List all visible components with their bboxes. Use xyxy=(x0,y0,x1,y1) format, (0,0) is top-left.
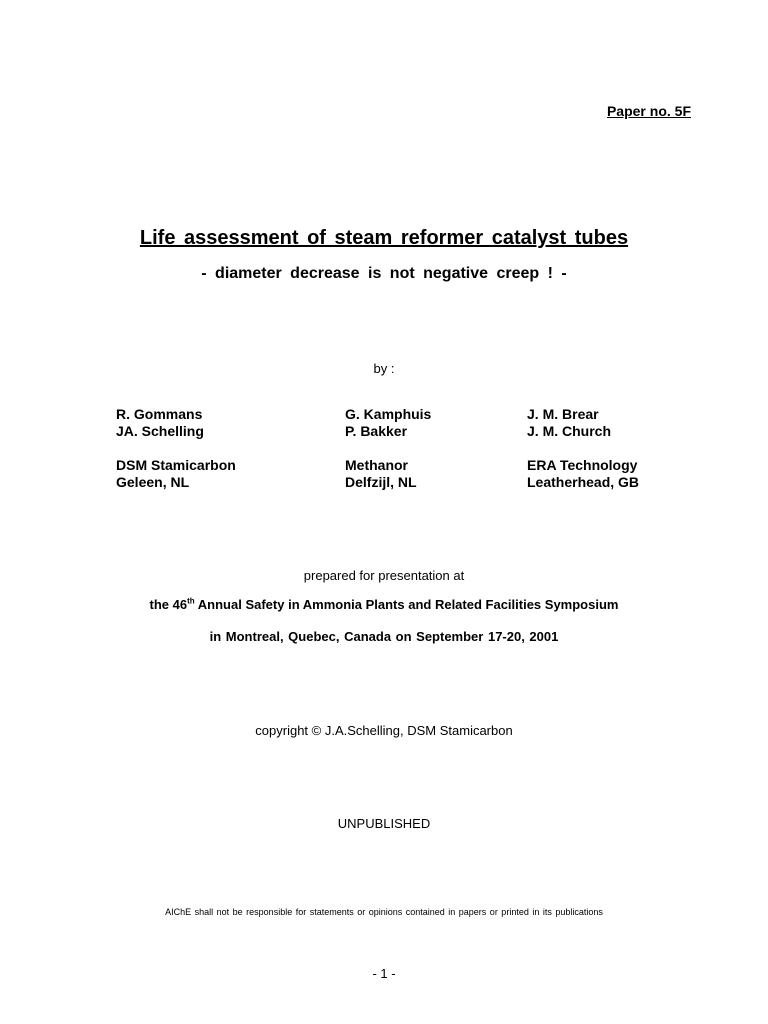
author-name: R. Gommans xyxy=(116,406,203,422)
author-location: Leatherhead, GB xyxy=(527,474,640,490)
document-subtitle: - diameter decrease is not negative creep ! - xyxy=(201,265,567,282)
by-label: by : xyxy=(373,361,395,376)
author-column-era xyxy=(527,406,639,491)
author-location: Delfzijl, NL xyxy=(345,474,417,490)
document-title: Life assessment of steam reformer catalyst tubes xyxy=(139,227,629,249)
author-name: P. Bakker xyxy=(345,423,408,439)
symposium-ordinal-suffix: th xyxy=(187,596,195,606)
author-column-methanor xyxy=(345,406,431,491)
author-organization: Methanor xyxy=(345,457,408,473)
page-number: - 1 - xyxy=(372,966,396,981)
symposium-name: Annual Safety in Ammonia Plants and Related Facilities Symposium xyxy=(194,597,619,612)
author-organization: DSM Stamicarbon xyxy=(116,457,236,473)
author-name: J. M. Church xyxy=(527,423,612,439)
symposium-prefix: the 46 xyxy=(149,597,188,612)
copyright-notice: copyright © J.A.Schelling, DSM Stamicarbon xyxy=(255,723,513,738)
prepared-for-text: prepared for presentation at xyxy=(303,568,465,583)
author-name: G. Kamphuis xyxy=(345,406,432,422)
paper-number: Paper no. 5F xyxy=(606,103,691,119)
author-location: Geleen, NL xyxy=(116,474,190,490)
author-column-dsm xyxy=(116,406,236,491)
aiche-disclaimer: AIChE shall not be responsible for statements or opinions contained in papers or printed in its publications xyxy=(165,907,603,917)
author-name: JA. Schelling xyxy=(116,423,204,439)
symposium-line xyxy=(0,597,768,612)
symposium-location-date: in Montreal, Quebec, Canada on September 17-20, 2001 xyxy=(209,629,559,644)
author-organization: ERA Technology xyxy=(527,457,638,473)
publication-status: UNPUBLISHED xyxy=(337,816,431,831)
author-name: J. M. Brear xyxy=(527,406,599,422)
